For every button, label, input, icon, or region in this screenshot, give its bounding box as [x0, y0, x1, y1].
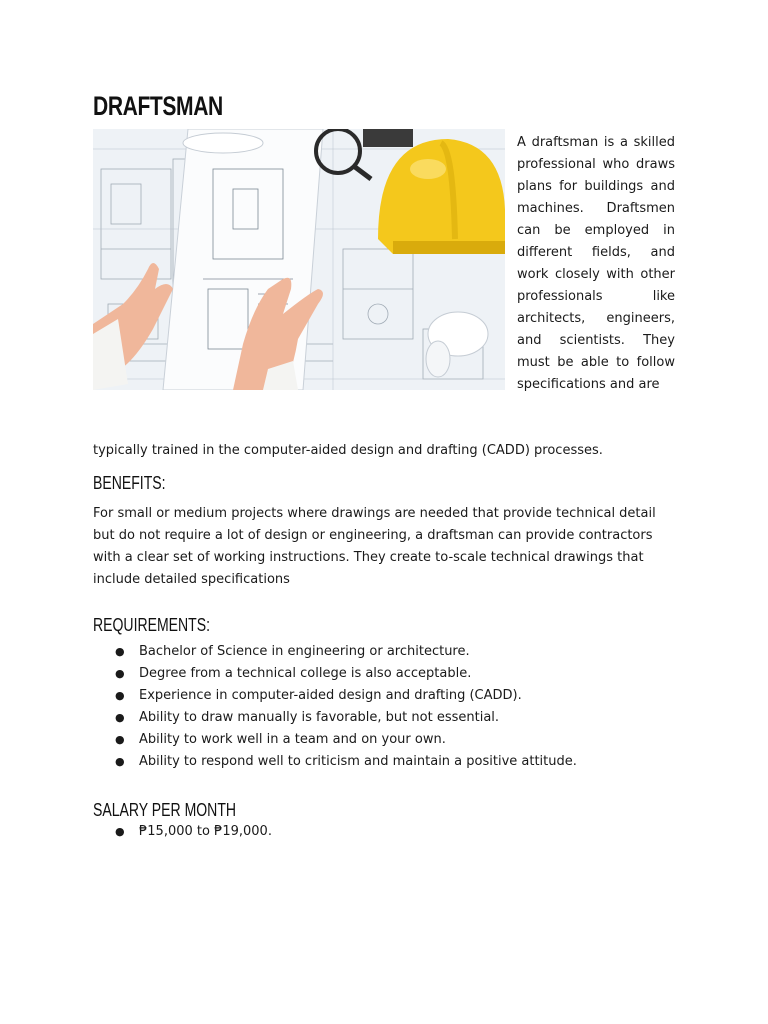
list-item-text: Ability to draw manually is favorable, but not essential.	[139, 710, 500, 725]
list-item	[115, 641, 675, 663]
list-item-text: Bachelor of Science in engineering or architecture.	[139, 644, 470, 659]
benefits-text: For small or medium projects where drawings are needed that provide technical detail but do not require a lot of design or engineering, a draftsman can provide contractors with a clear set of working instructions. They create to-scale technical drawings that include detailed specifications	[93, 506, 656, 587]
bullet-icon: ●	[115, 667, 125, 680]
intro-text-side: A draftsman is a skilled professional who draws plans for buildings and machines. Draftsmen can be employed in different fields, and work closely with other professionals like architects, engineers, and scientists. They must be able to follow specifications and are	[517, 135, 675, 392]
salary-range: ₱15,000 to ₱19,000.	[139, 824, 272, 839]
bullet-icon: ●	[115, 711, 125, 724]
blueprint-illustration	[93, 129, 505, 390]
requirements-heading: REQUIREMENTS:	[93, 615, 211, 635]
intro-section	[93, 129, 675, 472]
salary-list	[93, 821, 675, 843]
list-item	[115, 707, 675, 729]
intro-text-full: typically trained in the computer-aided design and drafting (CADD) processes.	[93, 443, 603, 458]
bullet-icon: ●	[115, 645, 125, 658]
list-item-text: Ability to work well in a team and on your own.	[139, 732, 446, 747]
list-item	[115, 821, 675, 843]
draftsman-photo	[93, 129, 505, 390]
requirements-list	[93, 641, 675, 773]
page-title: DRAFTSMAN	[93, 91, 223, 121]
salary-heading: SALARY PER MONTH	[93, 800, 237, 820]
list-item	[115, 685, 675, 707]
list-item	[115, 751, 675, 773]
document-content	[93, 88, 675, 843]
list-item	[115, 729, 675, 751]
bullet-icon: ●	[115, 755, 125, 768]
list-item	[115, 663, 675, 685]
list-item-text: Degree from a technical college is also acceptable.	[139, 666, 472, 681]
list-item-text: Ability to respond well to criticism and maintain a positive attitude.	[139, 754, 577, 769]
bullet-icon: ●	[115, 689, 125, 702]
list-item-text: Experience in computer-aided design and drafting (CADD).	[139, 688, 522, 703]
bullet-icon: ●	[115, 733, 125, 746]
bullet-icon: ●	[115, 825, 125, 838]
benefits-heading: BENEFITS:	[93, 473, 166, 493]
